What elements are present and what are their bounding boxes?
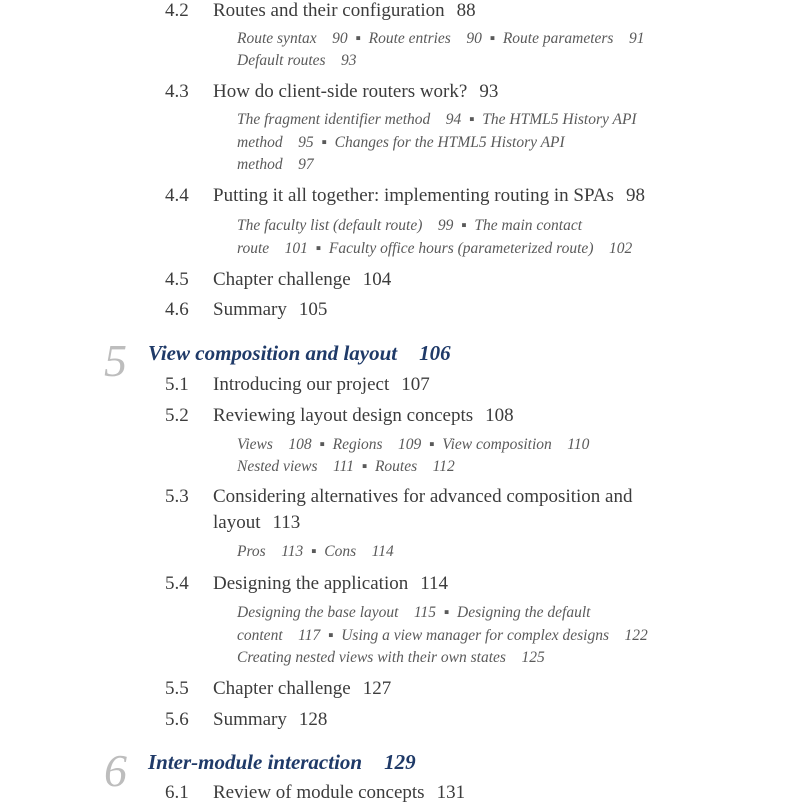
section-title: Chapter challenge — [213, 678, 351, 699]
toc-subsection-line: Creating nested views with their own states 125 — [237, 649, 545, 666]
section-title: Considering alternatives for advanced composition and — [213, 486, 633, 507]
section-number: 5.6 — [165, 709, 189, 730]
section-title: How do client-side routers work? — [213, 81, 468, 102]
section-page: 98 — [625, 185, 645, 206]
section-number: 5.2 — [165, 405, 189, 426]
section-number: 4.5 — [165, 269, 189, 290]
section-page: 105 — [298, 299, 328, 320]
section-page: 131 — [436, 782, 466, 803]
toc-section-5-5 — [165, 678, 391, 700]
section-title: Summary — [213, 299, 287, 320]
toc-section-5-4 — [165, 573, 448, 595]
chapter-number-5: 5 — [104, 335, 127, 386]
toc-section-5-1 — [165, 374, 430, 396]
toc-section-5-6 — [165, 709, 327, 731]
section-page: 107 — [401, 374, 430, 395]
section-title: Routes and their configuration — [213, 0, 445, 21]
chapter-title: View composition and layout — [148, 341, 398, 365]
toc-section-5-2 — [165, 405, 514, 427]
toc-subsection-line: The faculty list (default route) 99 ▪ The main contact — [237, 217, 583, 234]
section-title: Summary — [213, 709, 287, 730]
toc-section-4-3 — [165, 81, 498, 103]
section-page: 104 — [362, 269, 392, 290]
section-number: 4.2 — [165, 0, 189, 21]
chapter-page: 129 — [384, 750, 416, 774]
section-number: 5.4 — [165, 573, 189, 594]
toc-subsection-line: Default routes 93 — [237, 52, 357, 69]
section-page: 93 — [479, 81, 499, 102]
section-number: 5.1 — [165, 374, 189, 395]
section-number: 5.5 — [165, 678, 189, 699]
toc-section-4-5 — [165, 269, 391, 291]
section-page: 88 — [456, 0, 476, 21]
toc-subsection-line: Route syntax 90 ▪ Route entries 90 ▪ Route parameters 91 — [237, 30, 645, 47]
toc-subsection-line: method 97 — [237, 156, 314, 173]
chapter-title-6 — [148, 750, 416, 775]
section-title: layout — [213, 512, 261, 533]
section-title: Reviewing layout design concepts — [213, 405, 474, 426]
section-page: 113 — [272, 512, 301, 533]
toc-section-4-2 — [165, 0, 476, 22]
section-page: 108 — [485, 405, 514, 426]
toc-section-5-3 — [165, 486, 632, 508]
toc-section-4-4 — [165, 185, 645, 207]
toc-subsection-line: route 101 ▪ Faculty office hours (parameterized route) 102 — [237, 240, 633, 257]
section-title: Putting it all together: implementing routing in SPAs — [213, 185, 614, 206]
toc-section-4-6 — [165, 299, 327, 321]
section-title: Chapter challenge — [213, 269, 351, 290]
section-number: 4.3 — [165, 81, 189, 102]
toc-subsection-line: The fragment identifier method 94 ▪ The HTML5 History API — [237, 111, 637, 128]
toc-subsection-line: Pros 113 ▪ Cons 114 — [237, 543, 394, 560]
toc-subsection-line: Designing the base layout 115 ▪ Designing the default — [237, 604, 591, 621]
toc-section-6-1 — [165, 782, 465, 804]
section-title: Designing the application — [213, 573, 409, 594]
toc-subsection-line: Views 108 ▪ Regions 109 ▪ View composition 110 — [237, 436, 590, 453]
toc-subsection-line: Nested views 111 ▪ Routes 112 — [237, 458, 455, 475]
chapter-number-6: 6 — [104, 745, 127, 796]
section-number: 4.4 — [165, 185, 189, 206]
section-title: Review of module concepts — [213, 782, 425, 803]
section-number: 4.6 — [165, 299, 189, 320]
section-number: 6.1 — [165, 782, 189, 803]
section-page: 128 — [298, 709, 328, 730]
chapter-title: Inter-module interaction — [148, 750, 363, 774]
chapter-title-5 — [148, 341, 451, 366]
chapter-page: 106 — [419, 341, 451, 365]
toc-section-5-3-continued — [213, 512, 300, 534]
section-title: Introducing our project — [213, 374, 390, 395]
section-page: 127 — [362, 678, 392, 699]
section-page: 114 — [420, 573, 449, 594]
section-number: 5.3 — [165, 486, 189, 507]
toc-subsection-line: method 95 ▪ Changes for the HTML5 History API — [237, 134, 565, 151]
toc-subsection-line: content 117 ▪ Using a view manager for complex designs 122 — [237, 627, 648, 644]
